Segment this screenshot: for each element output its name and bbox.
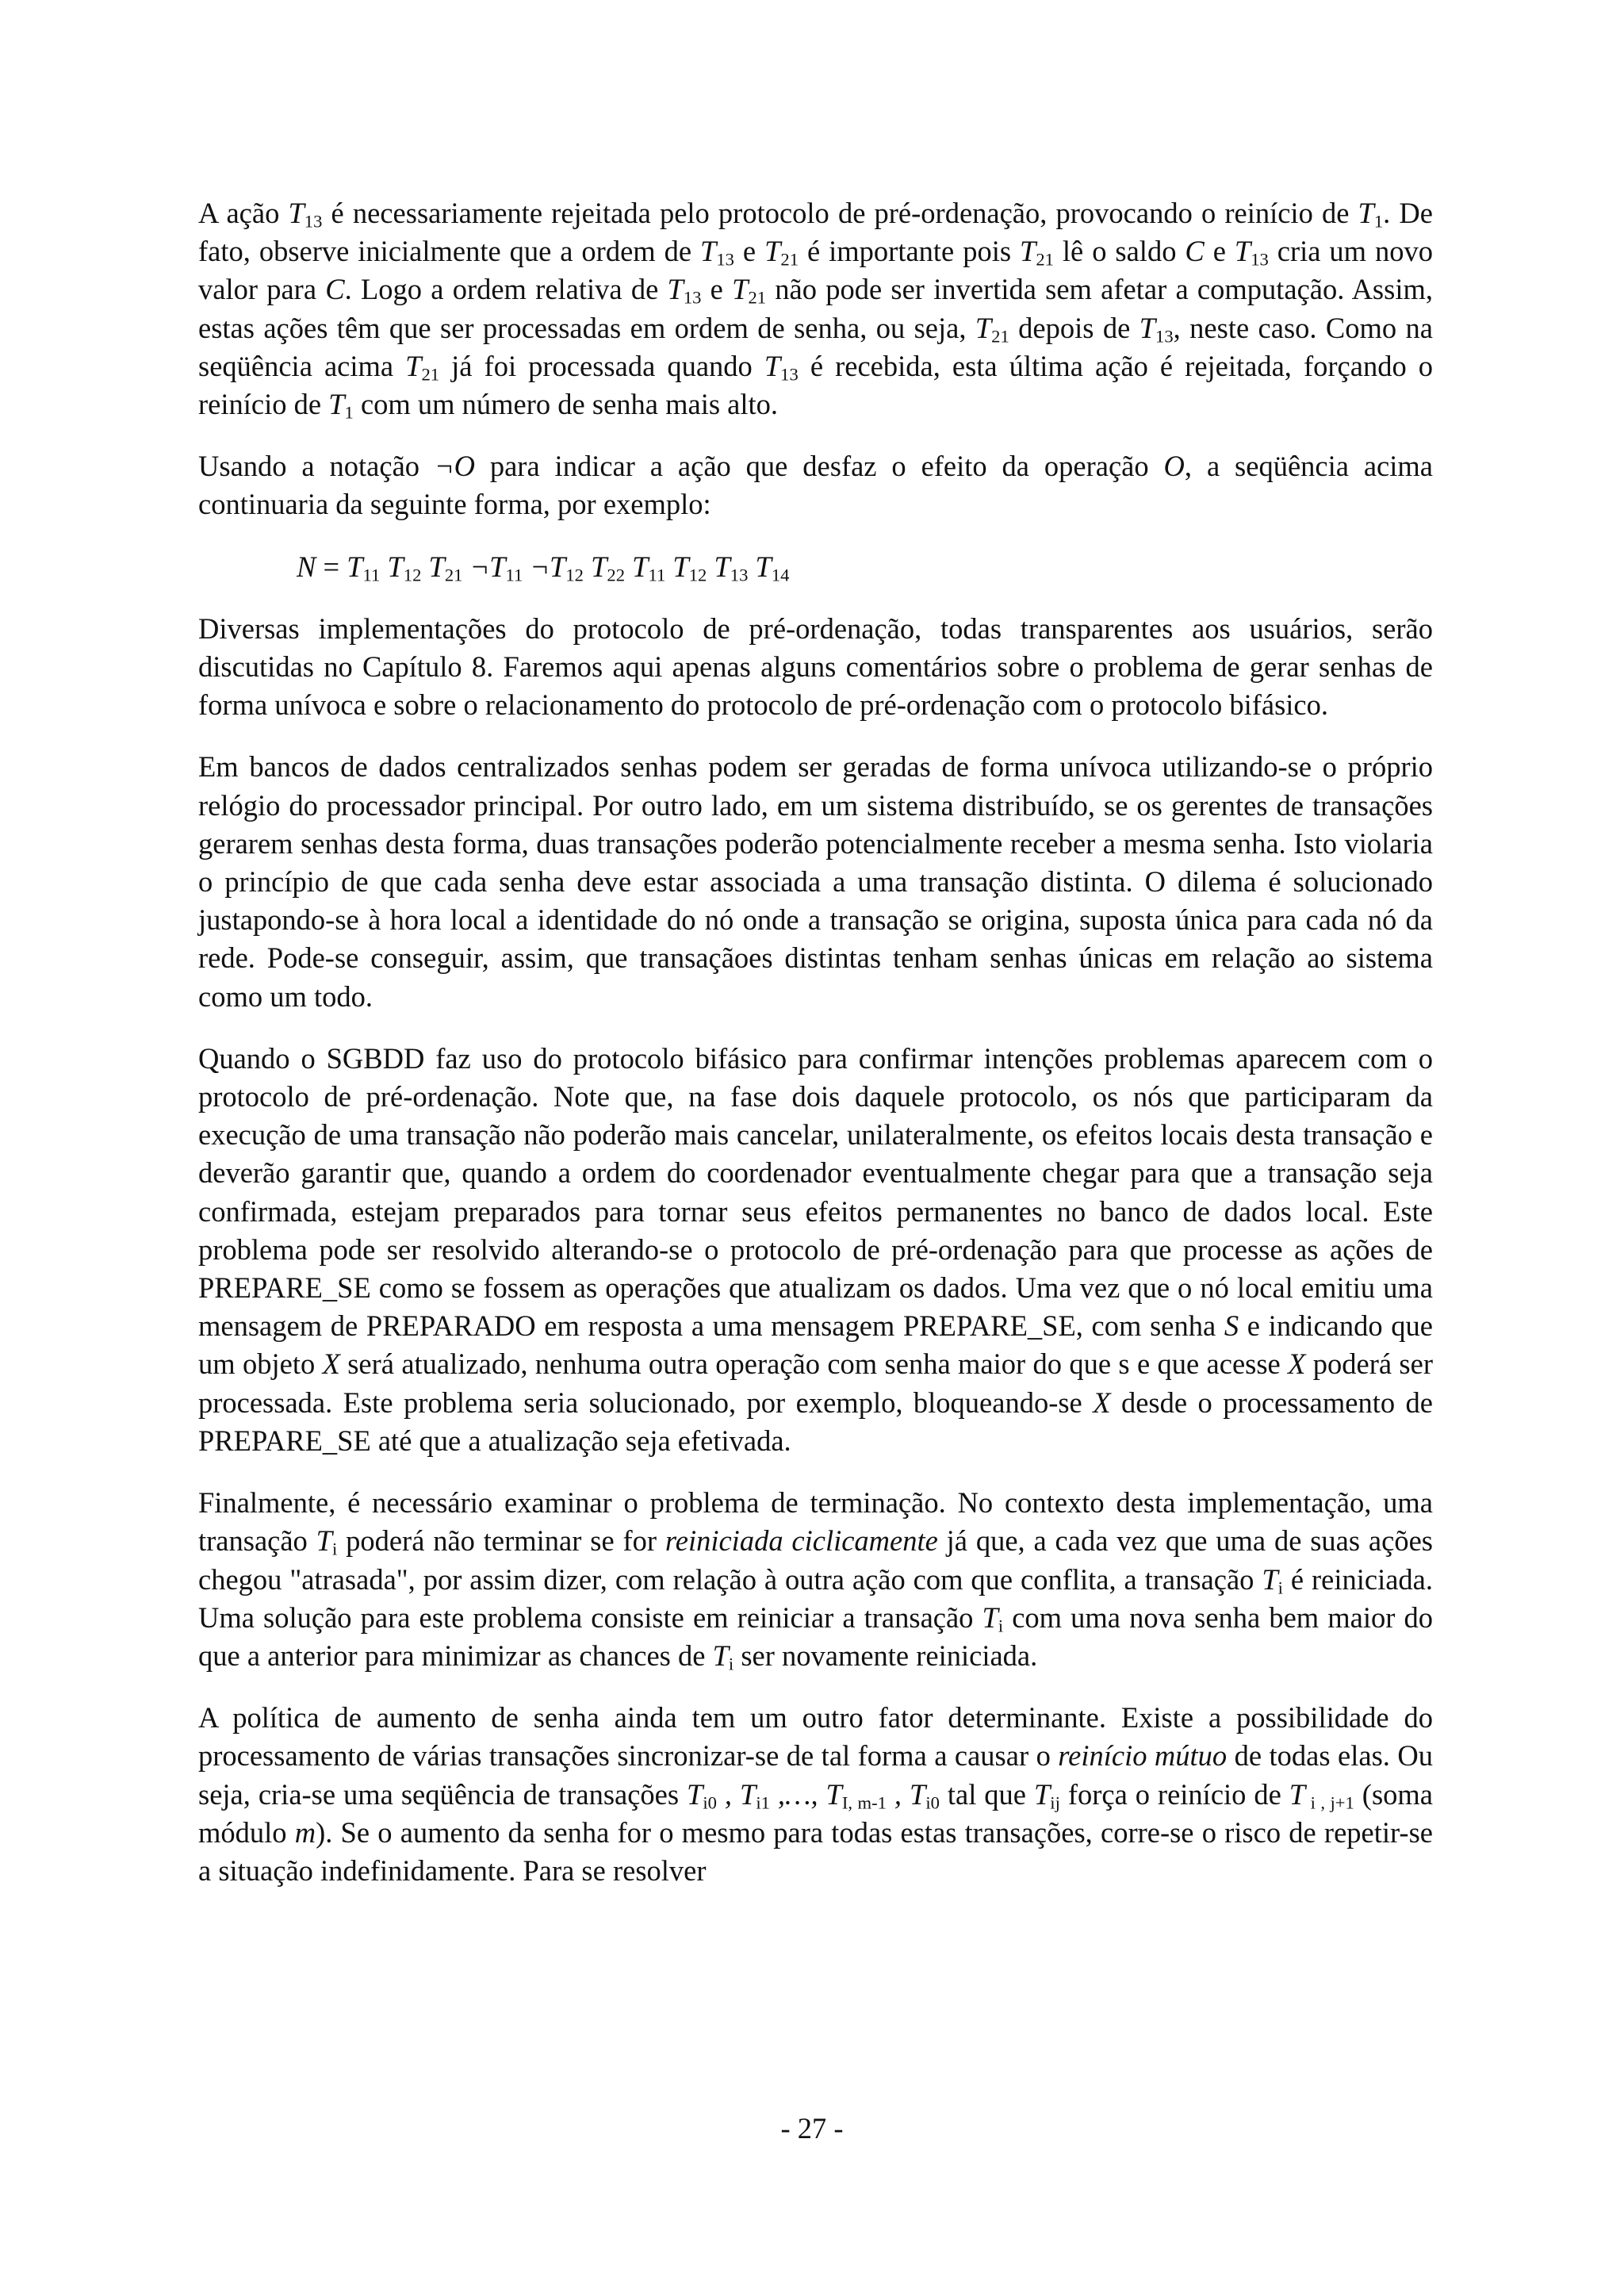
italic-run: T — [687, 1777, 703, 1811]
paragraph-4: Em bancos de dados centralizados senhas podem ser geradas de forma unívoca utilizando-se o próprio relógio do processador principal. Por outro lado, em um sistema distribuído, se os gerentes de transações gerarem senhas desta forma, duas transações poderão potencialmente receber a mesma senha. Isto violaria o princípio de que cada senha deve estar associada a uma transação distinta. O dilema é solucionado justapondo-se à hora local a identidade do nó onde a transação se origina, suposta única para cada nó da rede. Pode-se conseguir, assim, que transaçãoes distintas tenham senhas únicas em relação ao sistema como um todo. — [198, 750, 1433, 1013]
italic-run: T — [667, 273, 684, 306]
italic-run: T — [632, 550, 649, 583]
subscript: i — [998, 1616, 1004, 1636]
italic-run: T — [764, 349, 781, 382]
subscript: 13 — [716, 249, 734, 270]
italic-run: X — [1288, 1347, 1306, 1381]
paragraph-6: Finalmente, é necessário examinar o problema de terminação. No contexto desta implementação, uma transação $T_i$ poderá não terminar se for reiniciada ciclicamente já que, a cada vez que uma de suas ações chegou "atrasada", por assim dizer, com relação à outra ação com que conflita, a transação $T_i$ é reiniciada. Uma solução para este problema consiste em reiniciar a transação $T_i$ com uma nova senha bem maior do que a anterior para minimizar as chances de $T_i$ ser novamente reiniciada. — [198, 1486, 1434, 1674]
subscript: 13 — [730, 565, 749, 585]
italic-run: T — [1234, 235, 1251, 268]
italic-run: , T — [886, 1777, 926, 1811]
subscript: 13 — [1155, 326, 1174, 347]
italic-run: T — [328, 388, 345, 421]
italic-run: ¬O — [434, 450, 475, 483]
italic-run: reiniciada ciclicamente — [665, 1524, 938, 1558]
subscript: i , j+1 — [1305, 1792, 1354, 1813]
subscript: 13 — [304, 211, 323, 232]
italic-run: T — [700, 235, 717, 268]
page-number: - 27 - — [780, 2112, 844, 2145]
italic-run: T — [1262, 1562, 1278, 1596]
italic-run: T — [764, 235, 781, 268]
subscript: i — [1277, 1577, 1283, 1598]
italic-run: T — [1033, 1777, 1051, 1811]
italic-run: T — [288, 197, 304, 229]
italic-run: T — [1358, 197, 1374, 229]
italic-run: T — [316, 1524, 332, 1558]
italic-run: X — [322, 1347, 340, 1381]
italic-run: T — [347, 550, 363, 583]
paragraph-5: Quando o SGBDD faz uso do protocolo bifásico para confirmar intenções problemas aparecem com o protocolo de pré-ordenação. Note que, na fase dois daquele protocolo, os nós que participaram da execução de uma transação não poderão mais cancelar, unilateralmente, os efeitos locais desta transação e deverão garantir que, quando a ordem do coordenador eventualmente chegar para que a transação seja confirmada, estejam preparados para tornar seus efeitos permanentes no banco de dados local. Este problema pode ser resolvido alterando-se o protocolo de pré-ordenação para que processe as ações de PREPARE_SE como se fossem as operações que atualizam os dados. Uma vez que o nó local emitiu uma mensagem de PREPARADO em resposta a uma mensagem PREPARE_SE, com senha S e indicando que um objeto X será atualizado, nenhuma outra operação com senha maior do que s e que acesse X poderá ser processada. Este problema seria solucionado, por exemplo, bloqueando-se X desde o processamento de PREPARE_SE até que a atualização seja efetivada. — [198, 1041, 1433, 1457]
italic-run: T — [982, 1600, 998, 1634]
subscript: I, m-1 — [841, 1792, 887, 1813]
subscript: 21 — [1036, 249, 1054, 270]
italic-run: C — [325, 273, 345, 306]
body-text — [198, 194, 1433, 1914]
subscript: 1 — [1373, 211, 1384, 232]
italic-run: T — [1139, 311, 1156, 344]
italic-run: N — [297, 550, 316, 583]
italic-run: T — [672, 550, 689, 583]
subscript: 11 — [648, 565, 666, 585]
paragraph-7: A política de aumento de senha ainda tem um outro fator determinante. Existe a possibilidade do processamento de várias transações sincronizar-se de tal forma a causar o reinício mútuo de todas elas. Ou seja, cria-se uma seqüência de transações $T_{i0}$ , $T_{i1}$ ,…, $T_{I, m-1}$ , $T_{i0}$ tal que $T_{ij}$ força o reinício de T $_{i , j+1}$ (soma módulo m). Se o aumento da senha for o mesmo para todas estas transações, corre-se o risco de repetir-se a situação indefinidamente. Para se resolver — [198, 1701, 1433, 1887]
italic-run: T — [975, 311, 992, 344]
italic-run: T — [1020, 235, 1036, 268]
subscript: 1 — [344, 402, 354, 423]
italic-run: C — [1185, 235, 1205, 268]
subscript: 21 — [780, 249, 799, 270]
subscript: 11 — [362, 565, 381, 585]
paragraph-3: Diversas implementações do protocolo de pré-ordenação, todas transparentes aos usuários, serão discutidas no Capítulo 8. Faremos aqui apenas alguns comentários sobre o problema de gerar senhas de forma unívoca e sobre o relacionamento do protocolo de pré-ordenação com o protocolo bifásico. — [198, 611, 1433, 722]
italic-run: T — [591, 550, 607, 583]
subscript: i1 — [756, 1792, 770, 1813]
subscript: 21 — [421, 364, 440, 385]
paragraph-2: Usando a notação ¬O para indicar a ação que desfaz o efeito da operação O, a seqüência acima continuaria da seguinte forma, por exemplo: — [198, 450, 1433, 521]
subscript: 22 — [607, 565, 626, 585]
italic-run: O — [1163, 450, 1185, 483]
subscript: 21 — [748, 288, 767, 309]
italic-run: ¬T — [469, 550, 506, 583]
subscript: 11 — [505, 565, 523, 585]
paragraph-1: A ação $T_{13}$ é necessariamente rejeitada pelo protocolo de pré-ordenação, provocando o reinício de $T_1$. De fato, observe inicialmente que a ordem de $T_{13}$ e $T_{21}$ é importante pois $T_{21}$ lê o saldo C e $T_{13}$ cria um novo valor para C. Logo a ordem relativa de $T_{13}$ e $T_{21}$ não pode ser invertida sem afetar a computação. Assim, estas ações têm que ser processadas em ordem de senha, ou seja, $T_{21}$ depois de $T_{13}$, neste caso. Como na seqüência acima $T_{21}$ já foi processada quando $T_{13}$ é recebida, esta última ação é rejeitada, forçando o reinício de $T_1$ com um número de senha mais alto. — [198, 197, 1434, 423]
italic-run: m — [294, 1815, 316, 1849]
subscript: i0 — [925, 1792, 940, 1813]
subscript: 13 — [683, 288, 702, 309]
subscript: i — [331, 1539, 338, 1559]
italic-run: S — [1224, 1309, 1239, 1343]
italic-run: T — [732, 273, 749, 306]
italic-run: T — [714, 550, 730, 583]
italic-run: T — [405, 349, 422, 382]
subscript: 12 — [688, 565, 707, 585]
subscript: 21 — [991, 326, 1009, 347]
italic-run: T — [387, 550, 404, 583]
italic-run: ,…, T — [769, 1777, 842, 1811]
italic-run: T — [712, 1639, 729, 1672]
italic-run: , T — [716, 1777, 756, 1811]
subscript: 12 — [403, 565, 422, 585]
subscript: i0 — [703, 1792, 717, 1813]
subscript: 13 — [1251, 249, 1269, 270]
subscript: 14 — [771, 565, 790, 585]
italic-run: T — [1289, 1777, 1306, 1811]
italic-run: X — [1093, 1386, 1111, 1419]
italic-run: ¬T — [530, 550, 566, 583]
italic-run: T — [755, 550, 772, 583]
subscript: 21 — [444, 565, 463, 585]
subscript: 13 — [780, 364, 799, 385]
subscript: i — [728, 1654, 734, 1674]
italic-run: T — [428, 550, 445, 583]
italic-run: reinício mútuo — [1058, 1739, 1228, 1773]
subscript: ij — [1050, 1792, 1060, 1813]
subscript: 12 — [565, 565, 584, 585]
formula-sequence: $N = T_{11}$ $T_{12}$ $T_{21}$ $\neg T_{11}$ $\neg T_{12}$ $T_{22}$ $T_{11}$ $T_{12}$ $T_{13}$ $T_{14}$ — [297, 550, 790, 585]
